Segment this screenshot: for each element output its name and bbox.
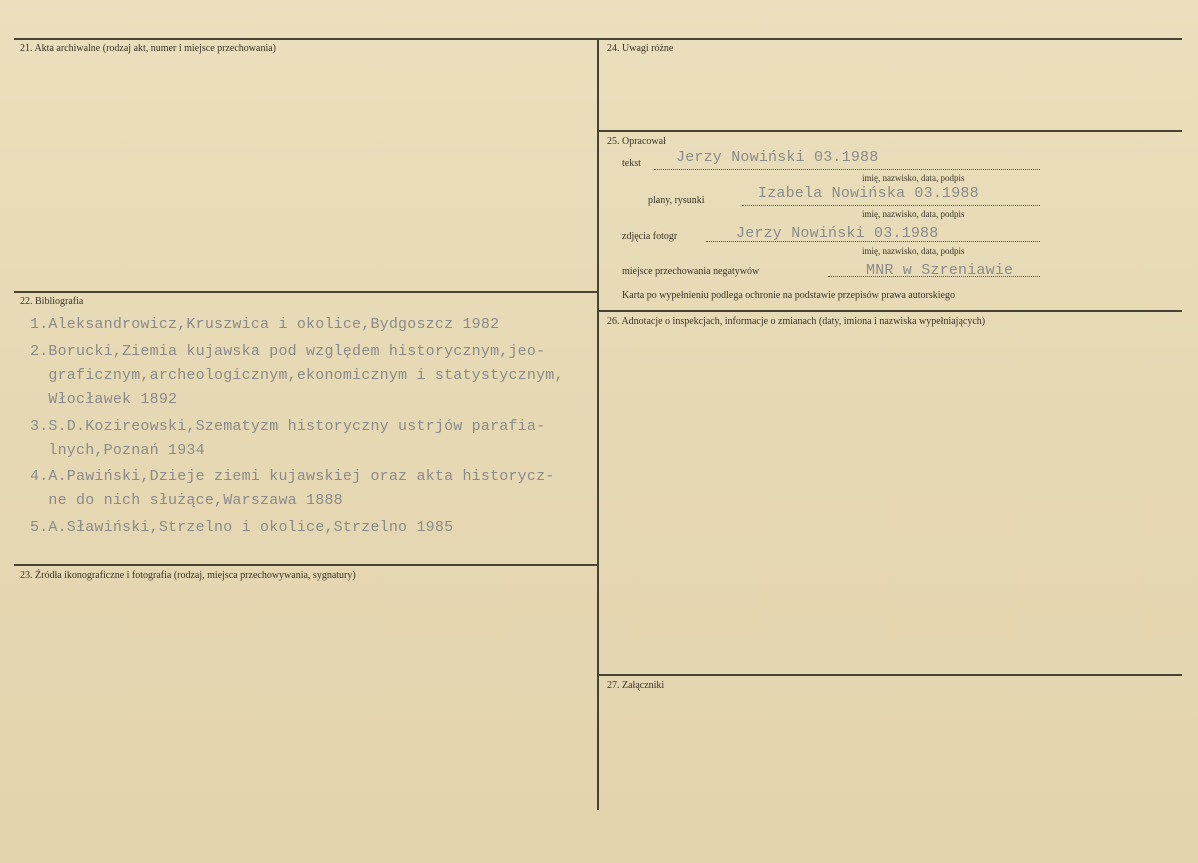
bibliography-line: 2.Borucki,Ziemia kujawska pod względem historycznym,jeo- — [30, 343, 546, 360]
zdjecia-label: zdjęcia fotogr — [622, 231, 678, 242]
tekst-hint: imię, nazwisko, data, podpis — [862, 173, 965, 183]
section-21-label: 21. Akta archiwalne (rodzaj akt, numer i miejsce przechowania) — [20, 43, 277, 54]
plany-label: plany, rysunki — [648, 195, 705, 206]
divider-26-27 — [598, 674, 1182, 676]
bibliography-line: 4.A.Pawiński,Dzieje ziemi kujawskiej oraz akta historycz- — [30, 468, 555, 485]
bibliography-line: 3.S.D.Kozireowski,Szematyzm historyczny ustrjów parafia- — [30, 418, 546, 435]
section-23-label: 23. Źródła ikonograficzne i fotografia (rodzaj, miejsca przechowywania, sygnatury) — [20, 570, 356, 581]
plany-line — [742, 205, 1040, 206]
copyright-note: Karta po wypełnieniu podlega ochronie na podstawie przepisów prawa autorskiego — [622, 290, 955, 301]
tekst-value: Jerzy Nowiński 03.1988 — [676, 149, 879, 166]
zdjecia-value: Jerzy Nowiński 03.1988 — [736, 225, 939, 242]
miejsce-value: MNR w Szreniawie — [866, 262, 1014, 279]
section-22-label: 22. Bibliografia — [20, 296, 84, 307]
tekst-line — [654, 169, 1040, 170]
section-27-label: 27. Załączniki — [607, 680, 665, 691]
divider-21-22 — [14, 291, 598, 293]
bibliography-line: graficznym,archeologicznym,ekonomicznym i statystycznym, — [30, 367, 564, 384]
plany-value: Izabela Nowińska 03.1988 — [758, 185, 979, 202]
bibliography-line: lnych,Poznań 1934 — [30, 442, 205, 459]
section-26-label: 26. Adnotacje o inspekcjach, informacje o zmianach (daty, imiona i nazwiska wypełniających) — [607, 316, 986, 327]
miejsce-label: miejsce przechowania negatywów — [622, 266, 760, 277]
bibliography-line: Włocławek 1892 — [30, 391, 178, 408]
tekst-label: tekst — [622, 158, 641, 169]
section-24-label: 24. Uwagi różne — [607, 43, 674, 54]
plany-hint: imię, nazwisko, data, podpis — [862, 209, 965, 219]
bibliography-line: 1.Aleksandrowicz,Kruszwica i okolice,Bydgoszcz 1982 — [30, 316, 500, 333]
center-divider — [597, 38, 599, 810]
bibliography-line: ne do nich służące,Warszawa 1888 — [30, 492, 343, 509]
divider-24-25 — [598, 130, 1182, 132]
section-25-label: 25. Opracował — [607, 136, 666, 147]
divider-22-23 — [14, 564, 598, 566]
bibliography-line: 5.A.Sławiński,Strzelno i okolice,Strzelno 1985 — [30, 519, 454, 536]
divider-25-26 — [598, 310, 1182, 312]
zdjecia-hint: imię, nazwisko, data, podpis — [862, 246, 965, 256]
